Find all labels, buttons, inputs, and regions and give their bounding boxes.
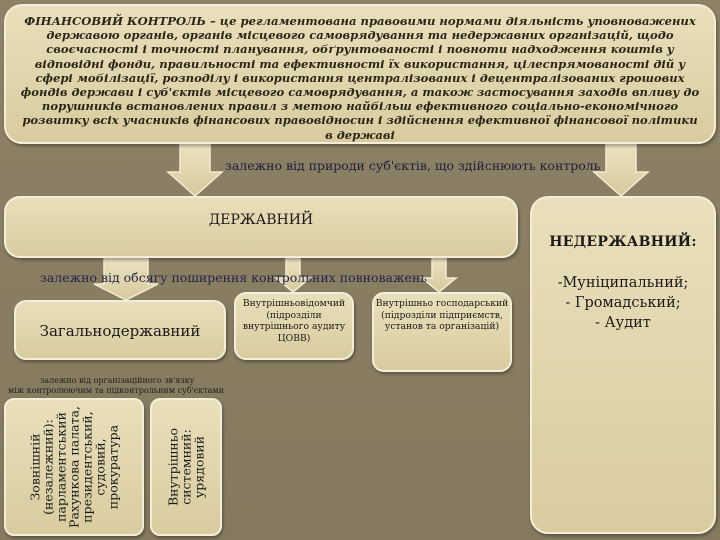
- nonstate-item-municipal: -Муніципальний;: [557, 275, 689, 291]
- definition-text: – це регламентована правовими нормами діяльність уповноважених державою органів, органів місцевого самоврядування та недержавних організацій, щодо своєчасності і точності планування, обґрунтованості і повноти надходження коштів у відповідні фонди, правильності та ефективності їх використання, цілеспрямованості дій у сфері мобілізації, розподілу і використання централізованих і децентралізованих грошових фондів держави і суб'єктів місцевого самоврядування, а також застосування заходів впливу до порушників встановлених правил з метою найбільш ефективного соціально-економічного розвитку всіх учасників фінансових правовідносин і здійснення ефективної фінансової політики в державі: [20, 14, 700, 142]
- state-control-label: ДЕРЖАВНИЙ: [208, 212, 314, 228]
- arrow-to-state: [168, 144, 222, 196]
- nonstate-item-public: - Громадський;: [565, 295, 681, 311]
- general-state-label: Загальнодержавний: [39, 322, 201, 340]
- criterion-relation-line2: між контролюючим та підконтрольним суб'єктами: [8, 386, 224, 395]
- criterion-nature-label: залежно від природи суб'єктів, що здійснюють контроль: [225, 158, 601, 173]
- definition-term: ФІНАНСОВИЙ КОНТРОЛЬ: [24, 14, 206, 28]
- internal-control-box: [150, 398, 222, 536]
- criterion-relation-line1: залежно від організаційного зв'язку: [40, 376, 195, 385]
- departmental-box: [234, 292, 354, 360]
- definition-box: [4, 4, 716, 144]
- economic-label: Внутрішньо господарський (підрозділи підприємств, установ та організацій): [375, 298, 509, 332]
- external-control-text: Зовнішній (незалежний): парламентський Рахункова палата, президентський, судовий, прокуратура: [27, 406, 121, 528]
- external-control-box: [4, 398, 144, 536]
- internal-control-text: Внутрішньо системний: урядовий: [165, 427, 207, 507]
- criterion-scope-label: залежно від обсягу поширення контрольних повноважень: [40, 270, 428, 285]
- arrow-to-economic: [422, 258, 456, 292]
- general-state-box: [14, 300, 226, 360]
- nonstate-control-box: [530, 196, 716, 534]
- state-control-box: [4, 196, 518, 258]
- arrow-to-nonstate: [594, 144, 648, 196]
- nonstate-item-audit: - Аудит: [595, 315, 651, 331]
- nonstate-control-label: НЕДЕРЖАВНИЙ:: [549, 234, 697, 250]
- departmental-label: Внутрішньовідомчий (підрозділи внутрішнього аудиту ЦОВВ): [242, 298, 346, 344]
- economic-box: [372, 292, 512, 372]
